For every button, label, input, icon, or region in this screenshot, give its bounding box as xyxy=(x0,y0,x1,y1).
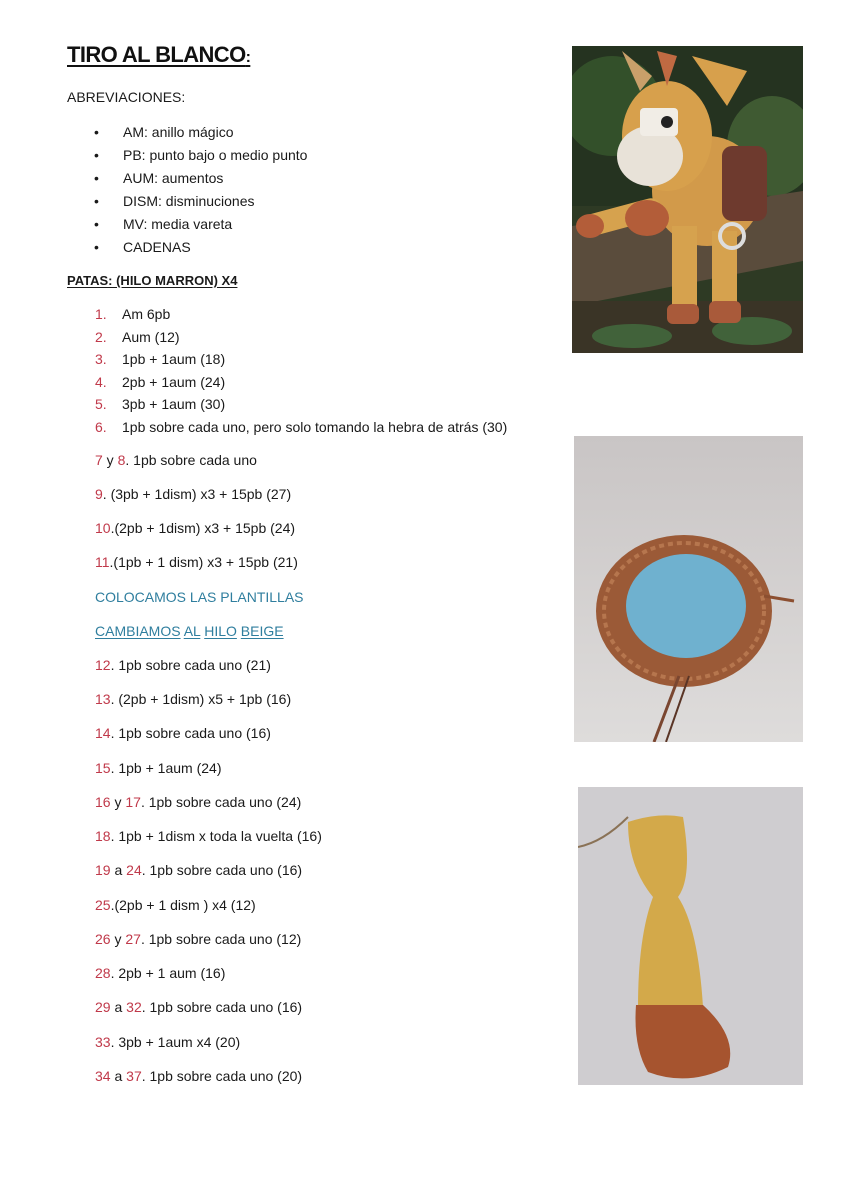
round-number: 14 xyxy=(95,725,111,741)
round-line xyxy=(95,999,302,1015)
round-number: 4. xyxy=(95,373,107,390)
round-text: . 1pb + 1aum (24) xyxy=(110,760,222,776)
list-item xyxy=(95,348,507,371)
round-text: . 1pb sobre cada uno (16) xyxy=(141,999,303,1015)
round-text: 1pb + 1aum (18) xyxy=(122,351,226,368)
round-line xyxy=(95,452,257,468)
list-item xyxy=(95,326,507,349)
round-separator: a xyxy=(110,1068,127,1084)
round-number: 3. xyxy=(95,351,107,368)
round-number: 6. xyxy=(95,418,107,435)
round-text: . 1pb sobre cada uno (21) xyxy=(110,657,271,673)
round-text: .(1pb + 1 dism) x3 + 15pb (21) xyxy=(109,554,298,570)
list-item xyxy=(94,166,307,189)
round-number-end: 8 xyxy=(117,452,126,468)
round-text: . 1pb sobre cada uno (16) xyxy=(110,725,271,741)
round-number: 19 xyxy=(95,862,111,878)
round-line xyxy=(95,725,271,741)
round-line xyxy=(95,794,301,810)
round-number: 25 xyxy=(95,897,111,913)
round-text: . 1pb sobre cada uno (16) xyxy=(141,862,303,878)
round-number: 10 xyxy=(95,520,111,536)
round-number: 16 xyxy=(95,794,111,810)
bullet-icon: • xyxy=(94,238,99,255)
round-text: 3pb + 1aum (30) xyxy=(122,396,226,413)
round-number-end: 17 xyxy=(125,794,141,810)
round-line xyxy=(95,897,256,913)
list-item xyxy=(94,189,307,212)
bullet-icon: • xyxy=(94,146,99,163)
round-text: . 1pb sobre cada uno (20) xyxy=(141,1068,303,1084)
bullet-icon: • xyxy=(94,169,99,186)
photo-insole-ring xyxy=(574,436,803,742)
list-item xyxy=(94,143,307,166)
round-number-end: 27 xyxy=(125,931,141,947)
list-item xyxy=(95,416,507,439)
list-item xyxy=(95,303,507,326)
note-word: AL xyxy=(183,623,201,639)
round-number: 2. xyxy=(95,328,107,345)
round-text: . 1pb sobre cada uno (24) xyxy=(140,794,302,810)
round-number: 26 xyxy=(95,931,111,947)
section-heading: PATAS: (HILO MARRON) X4 xyxy=(67,273,238,288)
note-insoles: COLOCAMOS LAS PLANTILLAS xyxy=(95,589,304,605)
round-number: 13 xyxy=(95,691,111,707)
round-number-end: 37 xyxy=(126,1068,142,1084)
list-item xyxy=(94,120,307,143)
document-title xyxy=(67,42,250,68)
round-number-end: 24 xyxy=(126,862,142,878)
round-text: . (2pb + 1dism) x5 + 1pb (16) xyxy=(110,691,292,707)
round-separator: a xyxy=(110,999,127,1015)
round-number: 18 xyxy=(95,828,111,844)
photo-horse-toy xyxy=(572,46,803,353)
list-item xyxy=(95,371,507,394)
round-separator: y xyxy=(102,452,118,468)
photo-crochet-leg xyxy=(578,787,803,1085)
round-separator: a xyxy=(110,862,127,878)
numbered-rounds-list xyxy=(95,303,507,438)
round-separator: y xyxy=(110,931,126,947)
round-text: . 1pb sobre cada uno xyxy=(125,452,257,468)
round-text: Aum (12) xyxy=(122,328,180,345)
abbreviation-text: DISM: disminuciones xyxy=(123,192,255,209)
round-text: .(2pb + 1 dism ) x4 (12) xyxy=(110,897,256,913)
round-text: Am 6pb xyxy=(122,306,171,323)
bullet-icon: • xyxy=(94,215,99,232)
abbreviation-text: MV: media vareta xyxy=(123,215,233,232)
abbreviations-list xyxy=(94,120,307,258)
round-number: 9 xyxy=(95,486,103,502)
abbreviation-text: PB: punto bajo o medio punto xyxy=(123,146,308,163)
round-line xyxy=(95,657,271,673)
round-text: 1pb sobre cada uno, pero solo tomando la hebra de atrás (30) xyxy=(122,418,508,435)
insole-ring-image xyxy=(574,436,803,742)
bullet-icon: • xyxy=(94,123,99,140)
list-item xyxy=(95,393,507,416)
round-number: 7 xyxy=(95,452,103,468)
abbreviations-heading: ABREVIACIONES: xyxy=(67,89,186,105)
round-line xyxy=(95,760,221,776)
round-number: 5. xyxy=(95,396,107,413)
round-text: 2pb + 1aum (24) xyxy=(122,373,226,390)
round-line xyxy=(95,965,225,981)
round-line xyxy=(95,554,298,570)
note-change-yarn xyxy=(95,623,284,639)
round-number-end: 32 xyxy=(126,999,142,1015)
list-item xyxy=(94,235,307,258)
title-text: TIRO AL BLANCO xyxy=(67,42,246,67)
round-number: 15 xyxy=(95,760,111,776)
horse-toy-image xyxy=(572,46,803,353)
abbreviation-text: CADENAS xyxy=(123,238,191,255)
round-number: 11 xyxy=(95,554,110,570)
bullet-icon: • xyxy=(94,192,99,209)
note-word: HILO xyxy=(204,623,237,639)
round-line xyxy=(95,691,291,707)
round-text: . 2pb + 1 aum (16) xyxy=(110,965,226,981)
abbreviation-text: AM: anillo mágico xyxy=(123,123,234,140)
crochet-leg-image xyxy=(578,787,803,1085)
note-word: BEIGE xyxy=(240,623,284,639)
round-text: . 3pb + 1aum x4 (20) xyxy=(110,1034,241,1050)
round-separator: y xyxy=(110,794,126,810)
round-line xyxy=(95,828,322,844)
title-colon: : xyxy=(245,49,251,66)
list-item xyxy=(94,212,307,235)
round-line xyxy=(95,520,295,536)
round-text: .(2pb + 1dism) x3 + 15pb (24) xyxy=(110,520,296,536)
round-line xyxy=(95,862,302,878)
round-line xyxy=(95,931,301,947)
round-line xyxy=(95,486,291,502)
round-line xyxy=(95,1034,240,1050)
round-number: 28 xyxy=(95,965,111,981)
round-number: 1. xyxy=(95,306,107,323)
round-number: 29 xyxy=(95,999,111,1015)
note-word: CAMBIAMOS xyxy=(95,623,181,639)
round-number: 33 xyxy=(95,1034,111,1050)
round-text: . 1pb sobre cada uno (12) xyxy=(140,931,302,947)
round-number: 12 xyxy=(95,657,111,673)
abbreviation-text: AUM: aumentos xyxy=(123,169,224,186)
round-number: 34 xyxy=(95,1068,111,1084)
round-text: . (3pb + 1dism) x3 + 15pb (27) xyxy=(102,486,292,502)
round-text: . 1pb + 1dism x toda la vuelta (16) xyxy=(110,828,322,844)
round-line xyxy=(95,1068,302,1084)
